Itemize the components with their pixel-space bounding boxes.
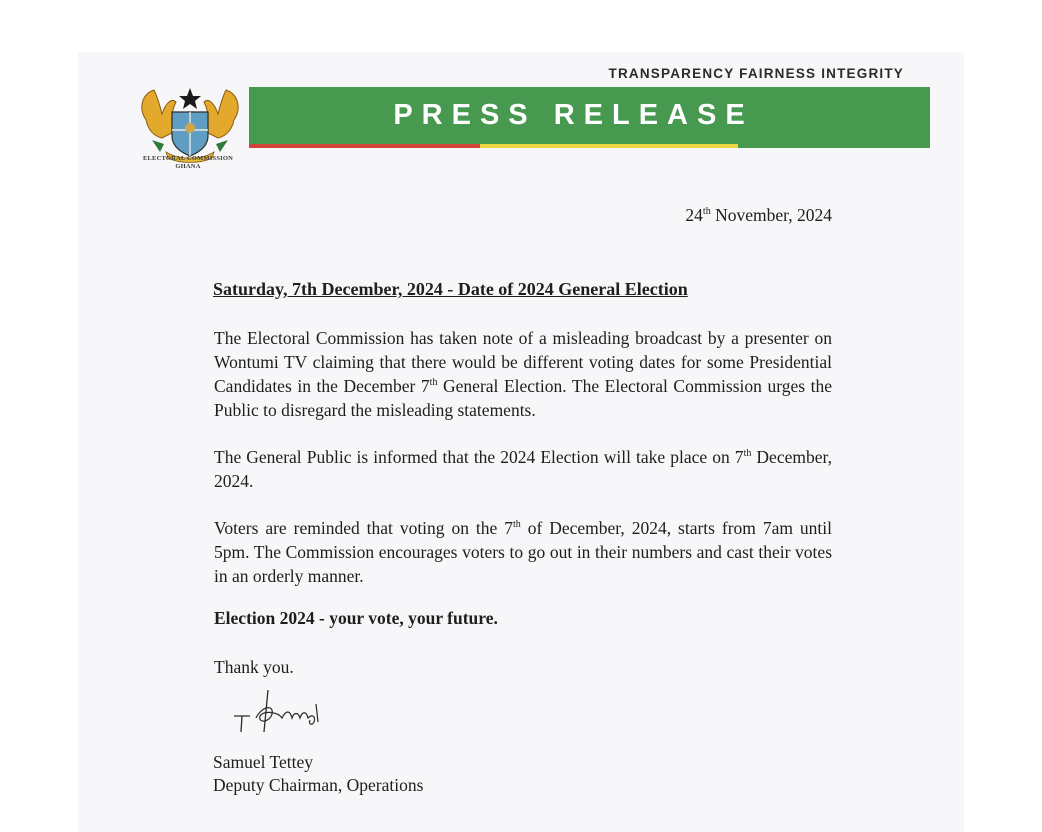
- green-stripe: [738, 144, 930, 148]
- paragraph-3-sup: th: [512, 519, 521, 531]
- handwritten-signature: [228, 688, 328, 736]
- emblem-caption-line2: GHANA: [175, 162, 201, 170]
- date-suffix: th: [702, 206, 711, 218]
- press-release-banner: [249, 87, 930, 144]
- paragraph-1-part-a: The Electoral Commission has taken note of a misleading broadcast by a presenter on Wontumi TV claiming that there would be different voting dates for some Presidential Candidates in the December 7: [214, 328, 832, 396]
- paragraph-1: [214, 326, 832, 422]
- paragraph-3: [214, 516, 832, 588]
- emblem-caption-line1: ELECTORAL COMMISSION: [142, 155, 234, 162]
- date-day: 24: [685, 205, 703, 225]
- document-heading: Saturday, 7th December, 2024 - Date of 2024 General Election: [213, 279, 688, 299]
- election-slogan: Election 2024 - your vote, your future.: [214, 608, 498, 628]
- red-stripe: [249, 144, 480, 148]
- emblem-caption: [128, 155, 248, 170]
- paragraph-1-sup: th: [429, 377, 438, 389]
- closing-text: Thank you.: [214, 657, 294, 677]
- paragraph-2-sup: th: [743, 448, 752, 460]
- banner-title: PRESS RELEASE: [393, 99, 754, 131]
- header-tagline: TRANSPARENCY FAIRNESS INTEGRITY: [608, 66, 904, 81]
- paragraph-2: [214, 445, 832, 493]
- paragraph-2-part-b: December, 2024.: [214, 447, 832, 491]
- date-rest: November, 2024: [710, 205, 832, 225]
- paragraph-3-part-a: Voters are reminded that voting on the 7: [214, 518, 513, 538]
- yellow-stripe: [480, 144, 738, 148]
- paragraph-2-part-a: The General Public is informed that the 2024 Election will take place on 7: [214, 447, 744, 467]
- paragraph-1-part-b: General Election. The Electoral Commission urges the Public to disregard the misleading statements.: [214, 376, 832, 420]
- signer-title: Deputy Chairman, Operations: [213, 775, 424, 795]
- paragraph-3-part-b: of December, 2024, starts from 7am until 5pm. The Commission encourages voters to go out in their numbers and cast their votes in an orderly manner.: [214, 518, 832, 586]
- signer-name: Samuel Tettey: [213, 752, 314, 772]
- release-date: [685, 205, 832, 226]
